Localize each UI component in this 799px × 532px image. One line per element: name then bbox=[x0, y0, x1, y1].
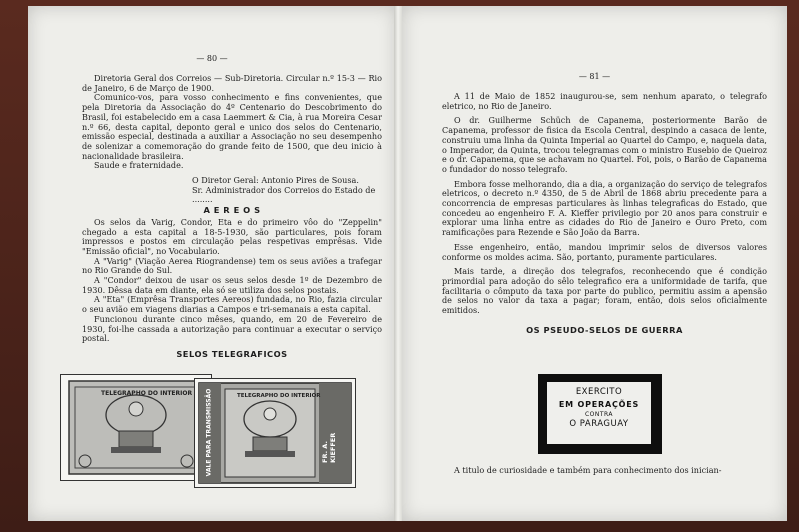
stamp-label: TELEGRAPHO DO INTERIOR bbox=[237, 393, 321, 399]
paragraph: Mais tarde, a direção dos telegrafos, reconhecendo que é condição primordial para adoção do sêlo telegrafico era a uniformidade de tarifa, que facilitaria o cômputo da taxa por parte do publico, permitiu assim a apensão de selos no valor da taxa a pagar; foram, então, dois selos oficialmente emitidos. bbox=[442, 266, 767, 316]
signature: O Diretor Geral: Antonio Pires de Sousa. bbox=[192, 175, 359, 186]
paragraph: O dr. Guilherme Schüch de Capanema, posteriormente Barão de Capanema, professor de fisica da Escola Central, despindo a casaca de lente, construiu uma linha da Quinta Imperial ao Quartel do Campo, e, naquela data, o Imperador, da Quinta, trocou telegramas com o ministro Eusebio de Queiroz e o dr. Capanema, que se achavam no Quartel. Foi, pois, o Barão de Capanema o fundador do nosso telegrafo. bbox=[442, 115, 767, 174]
heading-pseudo-selos: OS PSEUDO-SELOS DE GUERRA bbox=[526, 324, 683, 335]
heading-selos-telegraficos: SELOS TELEGRAFICOS bbox=[176, 348, 288, 359]
paragraph: A "Eta" (Emprêsa Transportes Aereos) fundada, no Rio, fazia circular o seu avião em viagens diarias a Campos e tri-semanais a esta capital. bbox=[82, 294, 382, 315]
paragraph: A 11 de Maio de 1852 inaugurou-se, sem nenhum aparato, o telegrafo eletrico, no Rio de Janeiro. bbox=[442, 91, 767, 111]
paragraph: Os selos da Varig, Condor, Eta e do primeiro vôo do "Zeppelin" chegado a esta capital a 18-5-1930, são particulares, pois foram impressos e postos em circulação pelas respetivas emprêsas. Vide "Emissão oficial", no Vocabulario. bbox=[82, 216, 382, 256]
paragraph: Funcionou durante cinco mêses, quando, em 20 de Fevereiro de 1930, foi-lhe cassada a autorização para continuar a executar o serviço postal. bbox=[82, 313, 382, 344]
telegraph-stamp-1 bbox=[60, 374, 212, 481]
paragraph: Embora fosse melhorando, dia a dia, a organização do serviço de telegrafos eletricos, o decreto n.º 4350, de 5 de Abril de 1868 abriu precedente para a concorrencia de empresas particulares às linhas telegraficas do Estado, que concedeu ao engenheiro F. A. Kieffer privilegio por 20 anos para construir e explorar uma linha entre as cidades do Rio de Janeiro e Ouro Preto, com ramificações para Rezende e São João da Barra. bbox=[442, 178, 767, 238]
paragraph: A "Condor" deixou de usar os seus selos desde 1º de Dezembro de 1930. Dêssa data em diante, ela só se utiliza dos selos postais. bbox=[82, 275, 382, 295]
paragraph: Saude e fraternidade. bbox=[94, 160, 184, 171]
right-page bbox=[402, 6, 787, 521]
paragraph: A titulo de curiosidade e também para conhecimento dos inician- bbox=[454, 465, 722, 475]
war-stamp-face bbox=[547, 382, 651, 444]
addressee: Sr. Administrador dos Correios do Estado de ........ bbox=[192, 184, 376, 205]
stamp-side-label: VALE PARA TRANSMISSÃO bbox=[205, 388, 213, 477]
page-number: — 80 — bbox=[196, 54, 228, 63]
paragraph: A "Varig" (Viação Aerea Riograndense) tem os seus aviões a trafegar no Rio Grande do Sul. bbox=[82, 255, 382, 276]
paragraph: Esse engenheiro, então, mandou imprimir selos de diversos valores conforme os moldes acima. São, portanto, puramente particulares. bbox=[442, 241, 767, 262]
right-page-text bbox=[442, 92, 767, 337]
war-stamp-line: EXERCITO bbox=[575, 387, 623, 397]
paragraph: Diretoria Geral dos Correios — Sub-Diretoria. Circular n.º 15-3 — Rio de Janeiro, 6 de Março de 1900. bbox=[82, 73, 382, 93]
stamp-side-label: FR. A. KIEFFER bbox=[321, 432, 337, 463]
telegraph-stamp-2 bbox=[194, 378, 356, 488]
war-stamp-line: CONTRA bbox=[584, 411, 614, 418]
left-page bbox=[28, 6, 396, 521]
left-page-text bbox=[82, 74, 382, 362]
war-stamp bbox=[538, 374, 662, 454]
right-page-last-line bbox=[442, 466, 767, 476]
war-stamp-line: EM OPERAÇÕES bbox=[558, 400, 640, 409]
paragraph: Comunico-vos, para vosso conhecimento e fins convenientes, que pela Diretoria da Associação do 4º Centenario do Descobrimento do Brasil, foi estabelecido em a casa Laemmert & Cia, à rua Moreira Cesar n.º 66, desta capital, deponto geral e unico dos selos do Centenario, emissão especial, destinada a auxiliar a Associação no seu desempenho de solenizar a comemoração do grande feito de 1500, que deu inicio à nacionalidade brasileira. bbox=[82, 92, 382, 161]
heading-aereos: A E R E O S bbox=[203, 205, 261, 216]
page-number: — 81 — bbox=[578, 72, 611, 81]
stamp-label: TELEGRAPHO DO INTERIOR bbox=[101, 390, 193, 397]
war-stamp-line: O PARAGUAY bbox=[569, 419, 629, 429]
